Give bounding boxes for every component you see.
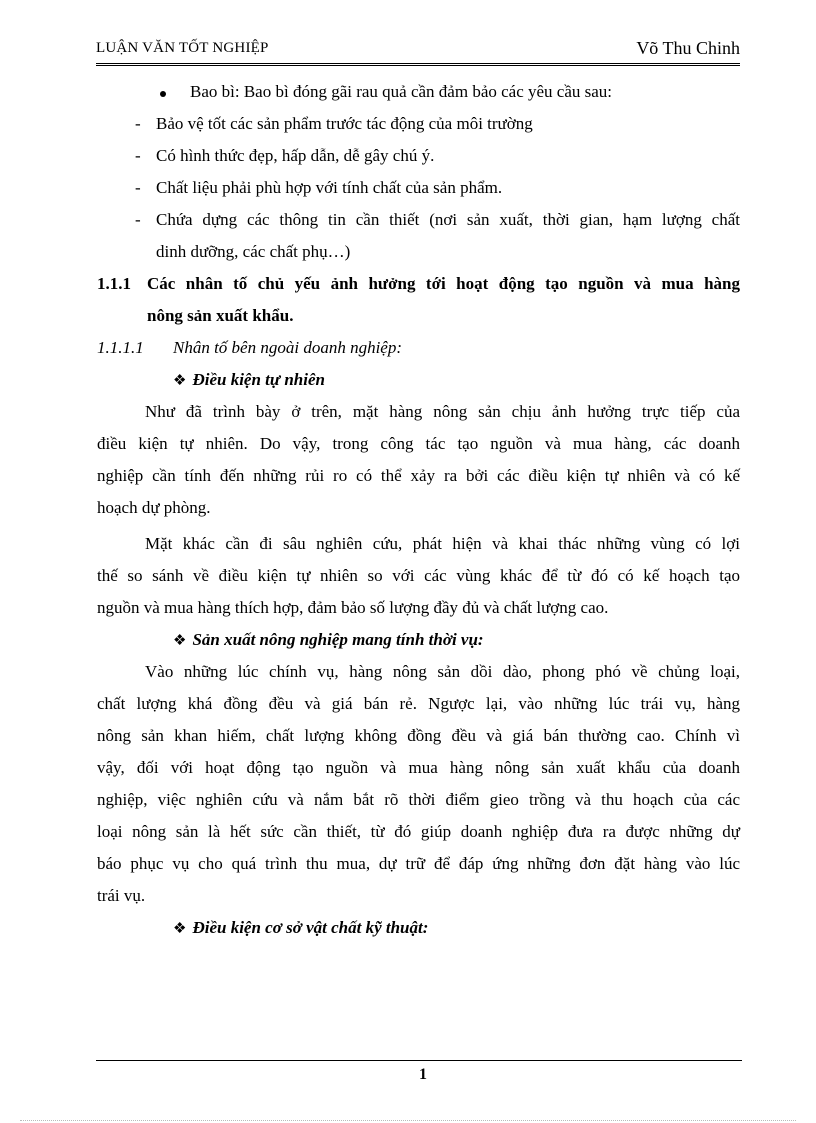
paragraph-line: hoạch dự phòng. — [97, 498, 211, 517]
diamond-bullet-icon: ❖ — [173, 633, 187, 649]
list-item: Bảo vệ tốt các sản phẩm trước tác động của môi trường — [156, 114, 533, 133]
factor-title: Điều kiện cơ sở vật chất kỹ thuật: — [192, 918, 429, 937]
factor-heading — [173, 370, 325, 390]
footer-divider — [96, 1060, 742, 1061]
page-bottom-border — [20, 1120, 796, 1121]
list-item: Chứa dựng các thông tin cần thiết (nơi sản xuất, thời gian, hạm lượng chất — [156, 210, 740, 229]
factor-heading — [173, 918, 428, 938]
paragraph-line: trái vụ. — [97, 886, 146, 905]
paragraph-line: điều kiện tự nhiên. Do vậy, trong công tác tạo nguồn và mua hàng, các doanh — [97, 434, 740, 453]
paragraph-line: Như đã trình bày ở trên, mặt hàng nông sản chịu ảnh hưởng trực tiếp của — [145, 402, 740, 421]
diamond-bullet-icon: ❖ — [173, 921, 187, 937]
paragraph-line: nghiệp, việc nghiên cứu và nắm bắt rõ thời điểm gieo trồng và thu hoạch của các — [97, 790, 740, 809]
bullet-dot-icon — [160, 91, 166, 97]
paragraph-line: thế so sánh về điều kiện tự nhiên so với các vùng khác để từ đó có kế hoạch tạo — [97, 566, 740, 585]
paragraph-line: loại nông sản là hết sức cần thiết, từ đó giúp doanh nghiệp đưa ra được những dự — [97, 822, 740, 841]
page-number: 1 — [419, 1066, 427, 1083]
paragraph-line: nông sản khan hiếm, chất lượng không đồng đều và giá bán thường cao. Chính vì — [97, 726, 740, 745]
paragraph-line: chất lượng khá đồng đều và giá bán rẻ. Ngược lại, vào những lúc trái vụ, hàng — [97, 694, 740, 713]
section-number: 1.1.1 — [97, 274, 131, 293]
subsection-number: 1.1.1.1 — [97, 338, 144, 357]
factor-heading — [173, 630, 484, 650]
dash-icon: - — [135, 178, 141, 197]
list-item-continuation: dinh dưỡng, các chất phụ…) — [156, 242, 351, 261]
paragraph-line: nguồn và mua hàng thích hợp, đảm bảo số lượng đầy đủ và chất lượng cao. — [97, 598, 609, 617]
subsection-title: Nhân tố bên ngoài doanh nghiệp: — [173, 338, 403, 357]
dash-icon: - — [135, 146, 141, 165]
dash-icon: - — [135, 114, 141, 133]
factor-title: Sản xuất nông nghiệp mang tính thời vụ: — [192, 630, 484, 649]
header-divider — [96, 63, 740, 66]
paragraph-line: nghiệp cần tính đến những rủi ro có thể xảy ra bởi các điều kiện tự nhiên và có kế — [97, 466, 740, 485]
section-title: Các nhân tố chủ yếu ảnh hưởng tới hoạt động tạo nguồn và mua hàng — [147, 274, 740, 293]
packaging-intro: Bao bì: Bao bì đóng gãi rau quả cần đảm bảo các yêu cầu sau: — [190, 82, 613, 101]
running-header — [96, 40, 740, 62]
list-item: Chất liệu phải phù hợp với tính chất của sản phẩm. — [156, 178, 503, 197]
header-thesis-label: LUẬN VĂN TỐT NGHIỆP — [96, 40, 269, 56]
paragraph-line: Mặt khác cần đi sâu nghiên cứu, phát hiện và khai thác những vùng có lợi — [145, 534, 740, 553]
list-item: Có hình thức đẹp, hấp dẫn, dễ gây chú ý. — [156, 146, 435, 165]
factor-title: Điều kiện tự nhiên — [192, 370, 325, 389]
paragraph-line: báo phục vụ cho quá trình thu mua, dự trữ để đáp ứng những đơn đặt hàng vào lúc — [97, 854, 740, 873]
dash-icon: - — [135, 210, 141, 229]
paragraph-line: vậy, đối với hoạt động tạo nguồn và mua hàng nông sản xuất khẩu của doanh — [97, 758, 740, 777]
header-author-name: Võ Thu Chinh — [636, 38, 740, 58]
paragraph-line: Vào những lúc chính vụ, hàng nông sản dồi dào, phong phó về chủng loại, — [145, 662, 740, 681]
section-title-continuation: nông sản xuất khẩu. — [147, 306, 294, 325]
diamond-bullet-icon: ❖ — [173, 373, 187, 389]
